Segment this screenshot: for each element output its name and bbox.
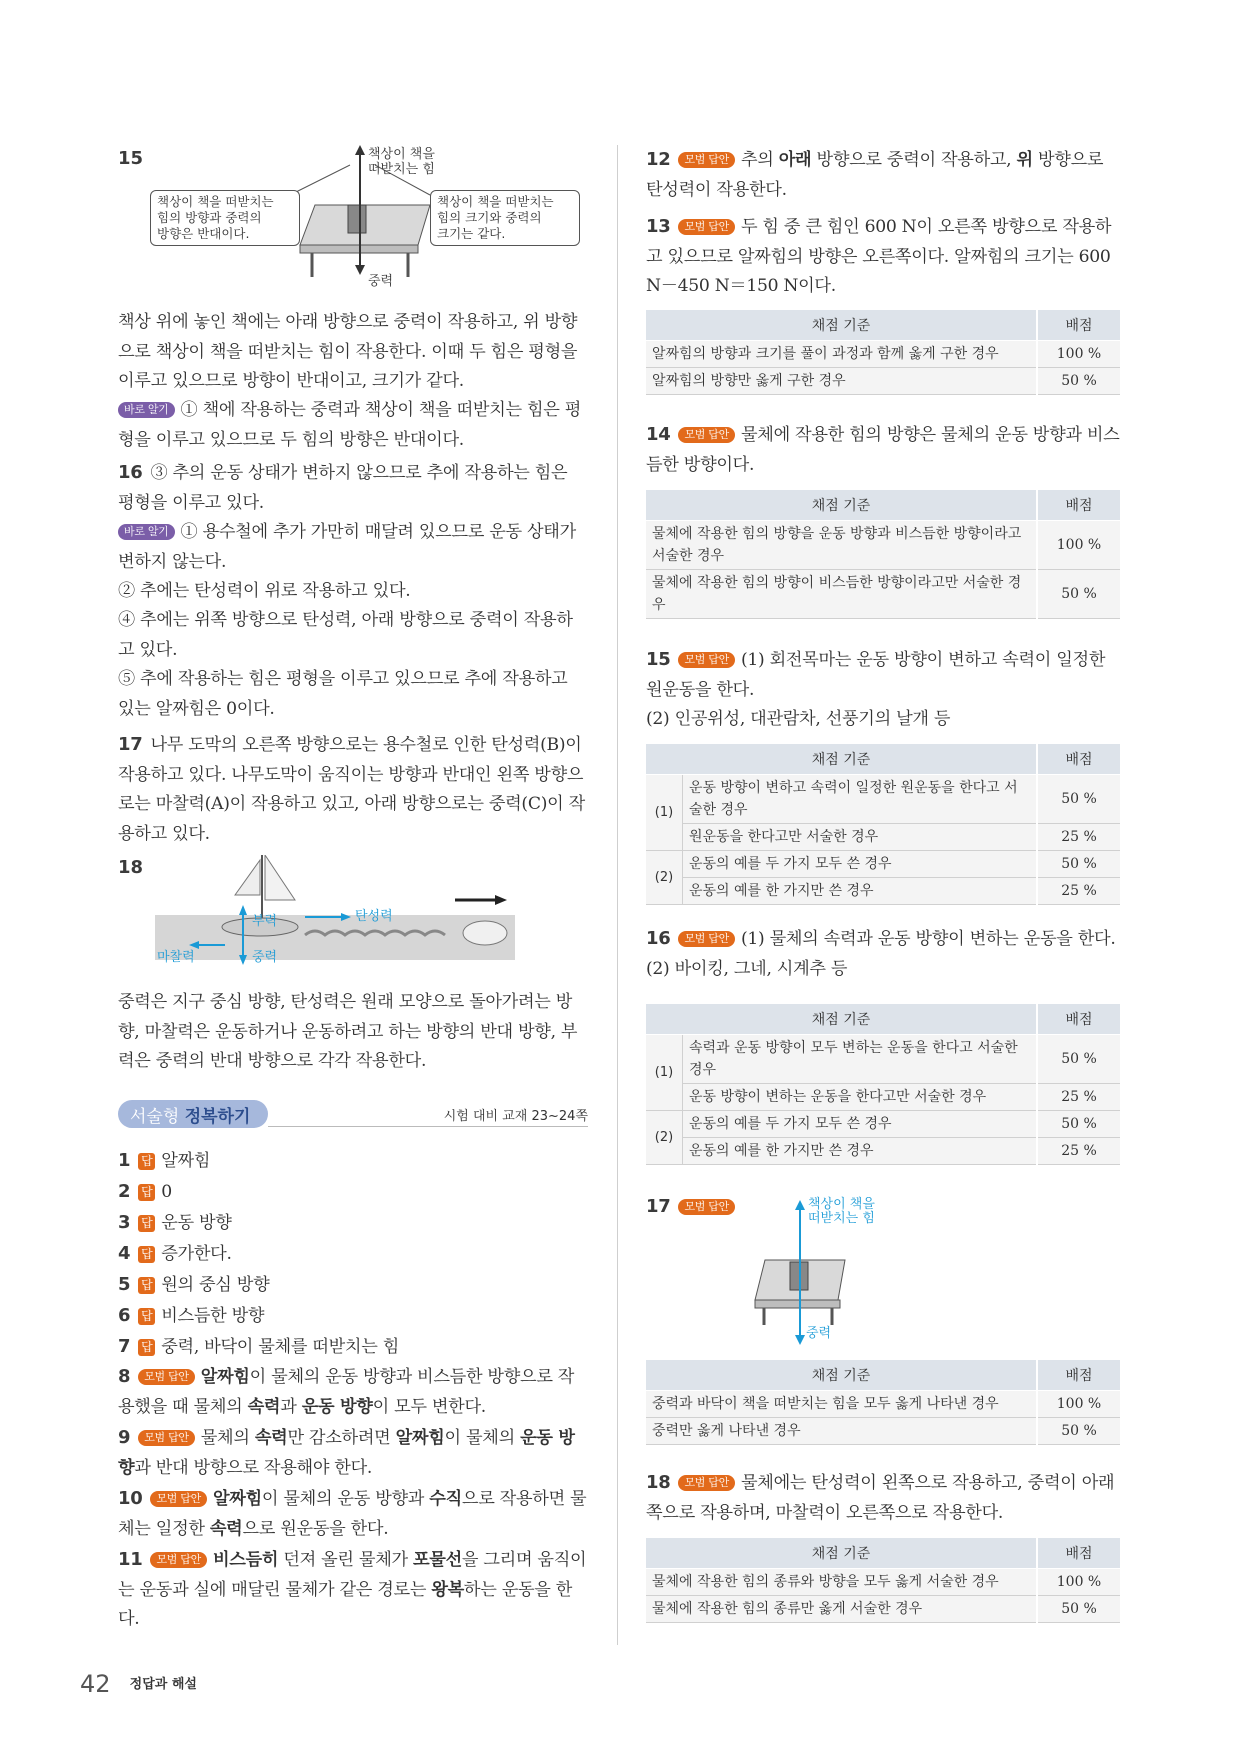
q16-tip xyxy=(118,518,588,577)
a9-t4: 알짜힘 xyxy=(395,1428,445,1448)
a16-l2: (2) 바이킹, 그네, 시계추 등 xyxy=(646,958,848,979)
model-badge: 모범 답안 xyxy=(678,219,735,235)
a9-t2: 속력 xyxy=(254,1428,288,1448)
answer-item xyxy=(118,1146,588,1177)
th-criteria: 채점 기준 xyxy=(646,1004,1037,1035)
criteria-cell: 운동의 예를 두 가지 모두 쓴 경우 xyxy=(683,1111,1038,1138)
a8-t5: 운동 방향 xyxy=(301,1396,373,1417)
footer-title: 정답과 해설 xyxy=(129,1677,197,1692)
section-title-2: 정복하기 xyxy=(184,1107,251,1127)
group-cell: (1) xyxy=(646,1035,683,1111)
callout-line: 힘의 크기와 중력의 xyxy=(437,210,542,225)
th-criteria: 채점 기준 xyxy=(646,1360,1037,1391)
callout-line: 크기는 같다. xyxy=(437,226,506,241)
answer-15-number: 15 xyxy=(646,649,671,670)
a10-t1: 알짜힘 xyxy=(212,1489,262,1509)
q16-tip3: ④ 추에는 위쪽 방향으로 탄성력, 아래 방향으로 중력이 작용하고 있다. xyxy=(118,610,573,660)
column-divider xyxy=(617,145,618,1645)
criteria-cell: 알짜힘의 방향과 크기를 풀이 과정과 함께 옳게 구한 경우 xyxy=(646,341,1037,368)
criteria-cell: 물체에 작용한 힘의 종류만 옳게 서술한 경우 xyxy=(646,1596,1037,1623)
a9-t5: 이 물체의 xyxy=(444,1428,521,1448)
answer-item xyxy=(118,1270,588,1301)
answer-12-number: 12 xyxy=(646,149,671,170)
answer-text: 증가한다. xyxy=(161,1244,232,1264)
table-row xyxy=(646,1138,1120,1165)
criteria-cell: 원운동을 한다고만 서술한 경우 xyxy=(683,824,1038,851)
tip-badge: 바로 알기 xyxy=(118,524,175,540)
answer-text: 운동 방향 xyxy=(161,1213,232,1233)
table-row xyxy=(646,1035,1120,1084)
answer-10-number: 10 xyxy=(118,1488,143,1509)
q18-friction-label: 마찰력 xyxy=(157,950,195,965)
table-row xyxy=(646,1391,1120,1418)
callout-line: 힘의 방향과 중력의 xyxy=(157,210,262,225)
a18-text: 물체에는 탄성력이 왼쪽으로 작용하고, 중력이 아래쪽으로 작용하며, 마찰력이 오른쪽으로 작용한다. xyxy=(646,1473,1115,1523)
criteria-cell: 속력과 운동 방향이 모두 변하는 운동을 한다고 서술한 경우 xyxy=(683,1035,1038,1084)
model-badge: 모범 답안 xyxy=(138,1369,195,1385)
criteria-cell: 운동 방향이 변하고 속력이 일정한 원운동을 한다고 서술한 경우 xyxy=(683,775,1038,824)
criteria-cell: 알짜힘의 방향만 옳게 구한 경우 xyxy=(646,368,1037,395)
answer-16 xyxy=(646,924,1120,984)
criteria-cell: 운동의 예를 한 가지만 쓴 경우 xyxy=(683,878,1038,905)
score-cell: 25 % xyxy=(1037,1084,1120,1111)
th-criteria: 채점 기준 xyxy=(646,310,1037,341)
table-row xyxy=(646,824,1120,851)
table-row xyxy=(646,1111,1120,1138)
th-score: 배점 xyxy=(1037,1538,1120,1569)
th-score: 배점 xyxy=(1037,1360,1120,1391)
q18-buoyancy-label: 부력 xyxy=(252,914,278,929)
tip-badge: 바로 알기 xyxy=(118,402,175,418)
answer-number: 1 xyxy=(118,1150,131,1171)
answer-text: 알짜힘 xyxy=(161,1151,211,1171)
model-badge: 모범 답안 xyxy=(678,427,735,443)
score-cell: 50 % xyxy=(1037,1035,1120,1084)
a10-t4: 으로 작용하면 물체는 일정한 xyxy=(118,1489,587,1539)
q18-elastic-label: 탄성력 xyxy=(355,909,393,924)
a10-t3: 수직 xyxy=(429,1489,462,1509)
criteria-cell: 물체에 작용한 힘의 방향을 운동 방향과 비스듬한 방향이라고 서술한 경우 xyxy=(646,521,1037,570)
scoring-table-13 xyxy=(646,310,1120,395)
score-cell: 25 % xyxy=(1037,878,1120,905)
table-row xyxy=(646,878,1120,905)
a9-t6: 운동 방향 xyxy=(118,1428,575,1478)
q18-number: 18 xyxy=(118,857,144,878)
answer-badge: 답 xyxy=(138,1308,155,1325)
answer-number: 4 xyxy=(118,1243,131,1264)
answer-13-number: 13 xyxy=(646,216,671,237)
page-footer xyxy=(80,1670,197,1698)
q17-gravity-label: 중력 xyxy=(806,1326,832,1341)
a9-t1: 물체의 xyxy=(200,1428,255,1448)
a8-t6: 이 모두 변한다. xyxy=(372,1396,486,1417)
answer-17-number: 17 xyxy=(646,1196,671,1217)
a15-l2: (2) 인공위성, 대관람차, 선풍기의 날개 등 xyxy=(646,709,951,729)
q15-number: 15 xyxy=(118,148,144,169)
a15-l1: (1) 회전목마는 운동 방향이 변하고 속력이 일정한 원운동을 한다. xyxy=(646,650,1106,700)
answer-badge: 답 xyxy=(138,1215,155,1232)
model-badge: 모범 답안 xyxy=(150,1491,207,1507)
table-row xyxy=(646,851,1120,878)
answer-13 xyxy=(646,212,1120,302)
group-cell: (1) xyxy=(646,775,683,851)
answer-item xyxy=(118,1301,588,1332)
page-number: 42 xyxy=(80,1670,111,1698)
a11-t5: 왕복 xyxy=(431,1579,464,1600)
model-badge: 모범 답안 xyxy=(138,1430,195,1446)
score-cell: 50 % xyxy=(1037,1418,1120,1445)
answer-number: 3 xyxy=(118,1212,131,1233)
answer-badge: 답 xyxy=(138,1153,155,1170)
a9-t3: 만 감소하려면 xyxy=(287,1428,396,1448)
a10-t2: 이 물체의 운동 방향과 xyxy=(261,1489,430,1509)
section-title xyxy=(130,1102,250,1127)
score-cell: 25 % xyxy=(1037,1138,1120,1165)
answer-text: 0 xyxy=(161,1182,172,1202)
th-criteria: 채점 기준 xyxy=(646,490,1037,521)
a8-t2: 이 물체의 운동 방향과 비스듬한 방향으로 작용했을 때 물체의 xyxy=(118,1367,575,1417)
model-badge: 모범 답안 xyxy=(678,152,735,168)
short-answers xyxy=(118,1146,588,1363)
answer-item xyxy=(118,1332,588,1363)
section-title-1: 서술형 xyxy=(130,1107,180,1127)
a14-text: 물체에 작용한 힘의 방향은 물체의 운동 방향과 비스듬한 방향이다. xyxy=(646,425,1120,475)
answer-17-head xyxy=(646,1192,741,1223)
answer-number: 6 xyxy=(118,1305,131,1326)
q17-text: 나무 도막의 오른쪽 방향으로는 용수철로 인한 탄성력(B)이 작용하고 있다. 나무도막이 움직이는 방향과 반대인 왼쪽 방향으로는 마찰력(A)이 작용하고 있고, 아래 방향으로는 중력(C)이 작용하고 있다. xyxy=(118,735,585,844)
q17-explanation xyxy=(118,730,588,849)
answer-12 xyxy=(646,145,1120,205)
th-criteria: 채점 기준 xyxy=(646,1538,1037,1569)
model-badge: 모범 답안 xyxy=(678,1475,735,1491)
a12-t3: 방향으로 중력이 작용하고, xyxy=(811,150,1017,170)
answer-number: 7 xyxy=(118,1336,131,1357)
callout-line: 방향은 반대이다. xyxy=(157,226,250,241)
criteria-cell: 중력만 옳게 나타낸 경우 xyxy=(646,1418,1037,1445)
q17-top-label-line2: 떠받치는 힘 xyxy=(808,1211,875,1226)
q15-top-label xyxy=(368,147,435,177)
answer-10 xyxy=(118,1484,588,1544)
scoring-table-14 xyxy=(646,490,1120,619)
q18-gravity-label: 중력 xyxy=(252,950,278,965)
table-row xyxy=(646,1596,1120,1623)
score-cell: 100 % xyxy=(1037,341,1120,368)
a8-t4: 과 xyxy=(280,1396,302,1417)
th-score: 배점 xyxy=(1037,310,1120,341)
answer-16-number: 16 xyxy=(646,928,671,949)
q15-gravity-label: 중력 xyxy=(368,274,394,289)
score-cell: 100 % xyxy=(1037,1391,1120,1418)
table-row xyxy=(646,1084,1120,1111)
answer-9 xyxy=(118,1423,588,1483)
table-row xyxy=(646,368,1120,395)
q16-number: 16 xyxy=(118,462,143,483)
a12-t4: 위 xyxy=(1016,150,1033,170)
answer-item xyxy=(118,1208,588,1239)
q15-callout-right xyxy=(430,190,580,246)
a11-t2: 던져 올린 물체가 xyxy=(278,1550,413,1570)
score-cell: 50 % xyxy=(1037,368,1120,395)
criteria-cell: 중력과 바닥이 책을 떠받치는 힘을 모두 옳게 나타낸 경우 xyxy=(646,1391,1037,1418)
q16-tip1: ① 용수철에 추가 가만히 매달려 있으므로 운동 상태가 변하지 않는다. xyxy=(118,522,576,572)
section-rule xyxy=(268,1126,588,1127)
answer-text: 비스듬한 방향 xyxy=(161,1306,265,1326)
a11-t1: 비스듬히 xyxy=(212,1550,279,1570)
table-row xyxy=(646,775,1120,824)
criteria-cell: 운동의 예를 두 가지 모두 쓴 경우 xyxy=(683,851,1038,878)
q15-top-label-line2: 떠받치는 힘 xyxy=(368,162,435,177)
score-cell: 100 % xyxy=(1037,1569,1120,1596)
table-row xyxy=(646,570,1120,619)
criteria-cell: 물체에 작용한 힘의 종류와 방향을 모두 옳게 서술한 경우 xyxy=(646,1569,1037,1596)
q15-tip xyxy=(118,396,588,455)
a11-t4: 을 그리며 움직이는 운동과 실에 매달린 물체가 같은 경로는 xyxy=(118,1550,587,1600)
model-badge: 모범 답안 xyxy=(678,1199,735,1215)
q16-tip2: ② 추에는 탄성력이 위로 작용하고 있다. xyxy=(118,581,411,601)
section-header xyxy=(118,1100,588,1130)
table-row xyxy=(646,1569,1120,1596)
th-score: 배점 xyxy=(1037,490,1120,521)
answer-text: 중력, 바닥이 물체를 떠받치는 힘 xyxy=(161,1337,399,1357)
answer-15 xyxy=(646,645,1120,735)
answer-badge: 답 xyxy=(138,1184,155,1201)
q17-top-label-line1: 책상이 책을 xyxy=(808,1197,875,1212)
q17-top-label xyxy=(808,1198,875,1226)
criteria-cell: 물체에 작용한 힘의 방향이 비스듬한 방향이라고만 서술한 경우 xyxy=(646,570,1037,619)
criteria-cell: 운동 방향이 변하는 운동을 한다고만 서술한 경우 xyxy=(683,1084,1038,1111)
a10-t6: 으로 원운동을 한다. xyxy=(242,1518,389,1539)
q15-top-label-line1: 책상이 책을 xyxy=(368,147,435,162)
score-cell: 50 % xyxy=(1037,1111,1120,1138)
answer-18-number: 18 xyxy=(646,1472,671,1493)
table-row xyxy=(646,1418,1120,1445)
model-badge: 모범 답안 xyxy=(678,931,735,947)
a11-t3: 포물선 xyxy=(412,1550,462,1570)
q15-explanation: 책상 위에 놓인 책에는 아래 방향으로 중력이 작용하고, 위 방향으로 책상이 책을 떠받치는 힘이 작용한다. 이때 두 힘은 평형을 이루고 있으므로 방향이 반대이고, 크기가 같다. xyxy=(118,312,578,391)
q18-explanation: 중력은 지구 중심 방향, 탄성력은 원래 모양으로 돌아가려는 방향, 마찰력은 운동하거나 운동하려고 하는 방향의 반대 방향, 부력은 중력의 반대 방향으로 각각 작용한다. xyxy=(118,992,578,1071)
th-score: 배점 xyxy=(1037,744,1120,775)
q18-figure xyxy=(155,855,515,975)
a12-t1: 추의 xyxy=(740,150,779,170)
answer-text: 원의 중심 방향 xyxy=(161,1275,270,1295)
answer-18 xyxy=(646,1468,1120,1528)
model-badge: 모범 답안 xyxy=(678,652,735,668)
table-row xyxy=(646,521,1120,570)
q16-explanation xyxy=(118,458,588,518)
a16-l1: (1) 물체의 속력과 운동 방향이 변하는 운동을 한다. xyxy=(740,929,1116,949)
criteria-cell: 운동의 예를 한 가지만 쓴 경우 xyxy=(683,1138,1038,1165)
a9-t7: 과 반대 방향으로 작용해야 한다. xyxy=(134,1457,373,1478)
answer-number: 2 xyxy=(118,1181,131,1202)
answer-badge: 답 xyxy=(138,1246,155,1263)
q15-tip-text: ① 책에 작용하는 중력과 책상이 책을 떠받치는 힘은 평형을 이루고 있으므로 두 힘의 방향은 반대이다. xyxy=(118,400,582,450)
score-cell: 100 % xyxy=(1037,521,1120,570)
table-row xyxy=(646,341,1120,368)
score-cell: 50 % xyxy=(1037,775,1120,824)
answer-8 xyxy=(118,1362,588,1422)
answer-item xyxy=(118,1239,588,1270)
q16-text: ③ 추의 운동 상태가 변하지 않으므로 추에 작용하는 힘은 평형을 이루고 있다. xyxy=(118,463,568,513)
answer-11-number: 11 xyxy=(118,1549,143,1570)
callout-line: 책상이 책을 떠받치는 xyxy=(157,194,274,209)
a12-t5: 방향으로 탄성력이 작용한다. xyxy=(646,150,1104,200)
answer-14 xyxy=(646,420,1120,480)
th-score: 배점 xyxy=(1037,1004,1120,1035)
a8-t1: 알짜힘 xyxy=(200,1367,250,1387)
answer-badge: 답 xyxy=(138,1339,155,1356)
group-cell: (2) xyxy=(646,1111,683,1165)
answer-9-number: 9 xyxy=(118,1427,131,1448)
answer-14-number: 14 xyxy=(646,424,671,445)
a10-t5: 속력 xyxy=(209,1518,243,1539)
model-badge: 모범 답안 xyxy=(150,1552,207,1568)
answer-number: 5 xyxy=(118,1274,131,1295)
q17-number: 17 xyxy=(118,734,143,755)
score-cell: 25 % xyxy=(1037,824,1120,851)
answer-item xyxy=(118,1177,588,1208)
section-ref: 시험 대비 교재 23~24쪽 xyxy=(443,1109,588,1124)
score-cell: 50 % xyxy=(1037,1596,1120,1623)
scoring-table-17 xyxy=(646,1360,1120,1445)
scoring-table-18 xyxy=(646,1538,1120,1623)
group-cell: (2) xyxy=(646,851,683,905)
q16-tip4: ⑤ 추에 작용하는 힘은 평형을 이루고 있으므로 추에 작용하고 있는 알짜힘은 0이다. xyxy=(118,669,568,719)
answer-11 xyxy=(118,1545,588,1635)
score-cell: 50 % xyxy=(1037,570,1120,619)
scoring-table-16 xyxy=(646,1004,1120,1165)
q15-callout-left xyxy=(150,190,300,246)
a12-t2: 아래 xyxy=(778,150,812,170)
a11-t6: 하는 운동을 한다. xyxy=(118,1579,573,1629)
answer-8-number: 8 xyxy=(118,1366,131,1387)
a13-text: 두 힘 중 큰 힘인 600 N이 오른쪽 방향으로 작용하고 있으므로 알짜힘의 방향은 오른쪽이다. 알짜힘의 크기는 600 N－450 N＝150 N이다. xyxy=(646,217,1112,296)
th-criteria: 채점 기준 xyxy=(646,744,1037,775)
score-cell: 50 % xyxy=(1037,851,1120,878)
scoring-table-15 xyxy=(646,744,1120,905)
callout-line: 책상이 책을 떠받치는 xyxy=(437,194,554,209)
a8-t3: 속력 xyxy=(247,1396,281,1417)
answer-badge: 답 xyxy=(138,1277,155,1294)
